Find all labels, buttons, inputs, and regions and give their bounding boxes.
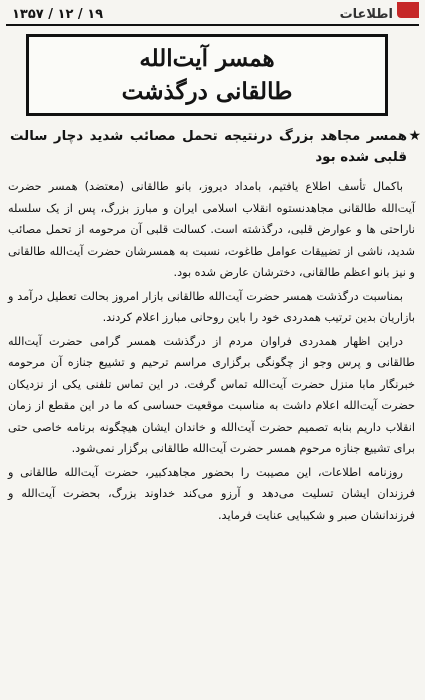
star-icon: ★ (408, 128, 421, 144)
newspaper-masthead: اطلاعات (339, 6, 393, 22)
headline-line-2: طالقانی درگذشت (121, 78, 293, 105)
issue-date: ۱۳۵۷ / ۱۲ / ۱۹ (12, 6, 104, 22)
article-paragraph: دراین اظهار همدردی فراوان مردم از درگذشت همسر گرامی حضرت آیت‌الله طالقانی و پرس وجو از چگونگی برگزاری مراسم ترحیم و تشییع جنازه آن مرحومه خبرنگار مابا منزل حضرت آیت‌الله تماس گرفت. در این تماس تلفنی یکی از نزدیکان حضرت آیت‌الله اعلام داشت به مناسبت موقعیت حساسی که ما در این مقطع از زمان انقلاب داریم بنابه تصمیم حضرت آیت‌الله و خاندان ایشان هیچگونه برنامه خاصی حتی برای تشییع جنازه مرحوم همسر حضرت آیت‌الله طالقانی برگزار نمی‌شود. (8, 334, 415, 455)
article-paragraph: باکمال تأسف اطلاع یافتیم، بامداد دیروز، بانو طالقانی (معتضد) همسر حضرت آیت‌الله طالقانی مجاهدنستوه انقلاب اسلامی ایران و مبارز بزرگ، پس از یک سلسله ناراحتی ها و عوارض قلبی، درگذشته است. کسالت قلبی آن مرحومه از تحمل مصائب شدید، ناشی از تضییقات عوامل طاغوت، نسبت به همسرشان حضرت آیت‌الله طالقانی و نیز بانو اعظم طالقانی، دخترشان عارض شده بود. (8, 180, 415, 279)
article-subhead: همسر مجاهد بزرگ درنتیجه تحمل مصائب شدید دچار سالت قلبی شده بود (10, 129, 407, 165)
headline-line-1: همسر آیت‌الله (139, 45, 275, 72)
article-paragraph: بمناسبت درگذشت همسر حضرت آیت‌الله طالقانی بازار امروز بحالت تعطیل درآمد و بازاریان بدین ترتیب همدردی خود را باین روحانی مبارز اعلام کردند. (8, 289, 415, 324)
headline-box (26, 34, 388, 116)
article-body (8, 176, 415, 528)
corner-tab-icon (397, 2, 419, 18)
newspaper-header (6, 4, 419, 26)
article-paragraph: روزنامه اطلاعات، این مصیبت را بحضور مجاهدکبیر، حضرت آیت‌الله طالقانی و فرزندان ایشان تسلیت می‌دهد و آرزو می‌کند خداوند بزرگ، بحضرت آیت‌الله و فرزندانشان صبر و شکیبایی عنایت فرماید. (8, 465, 415, 522)
